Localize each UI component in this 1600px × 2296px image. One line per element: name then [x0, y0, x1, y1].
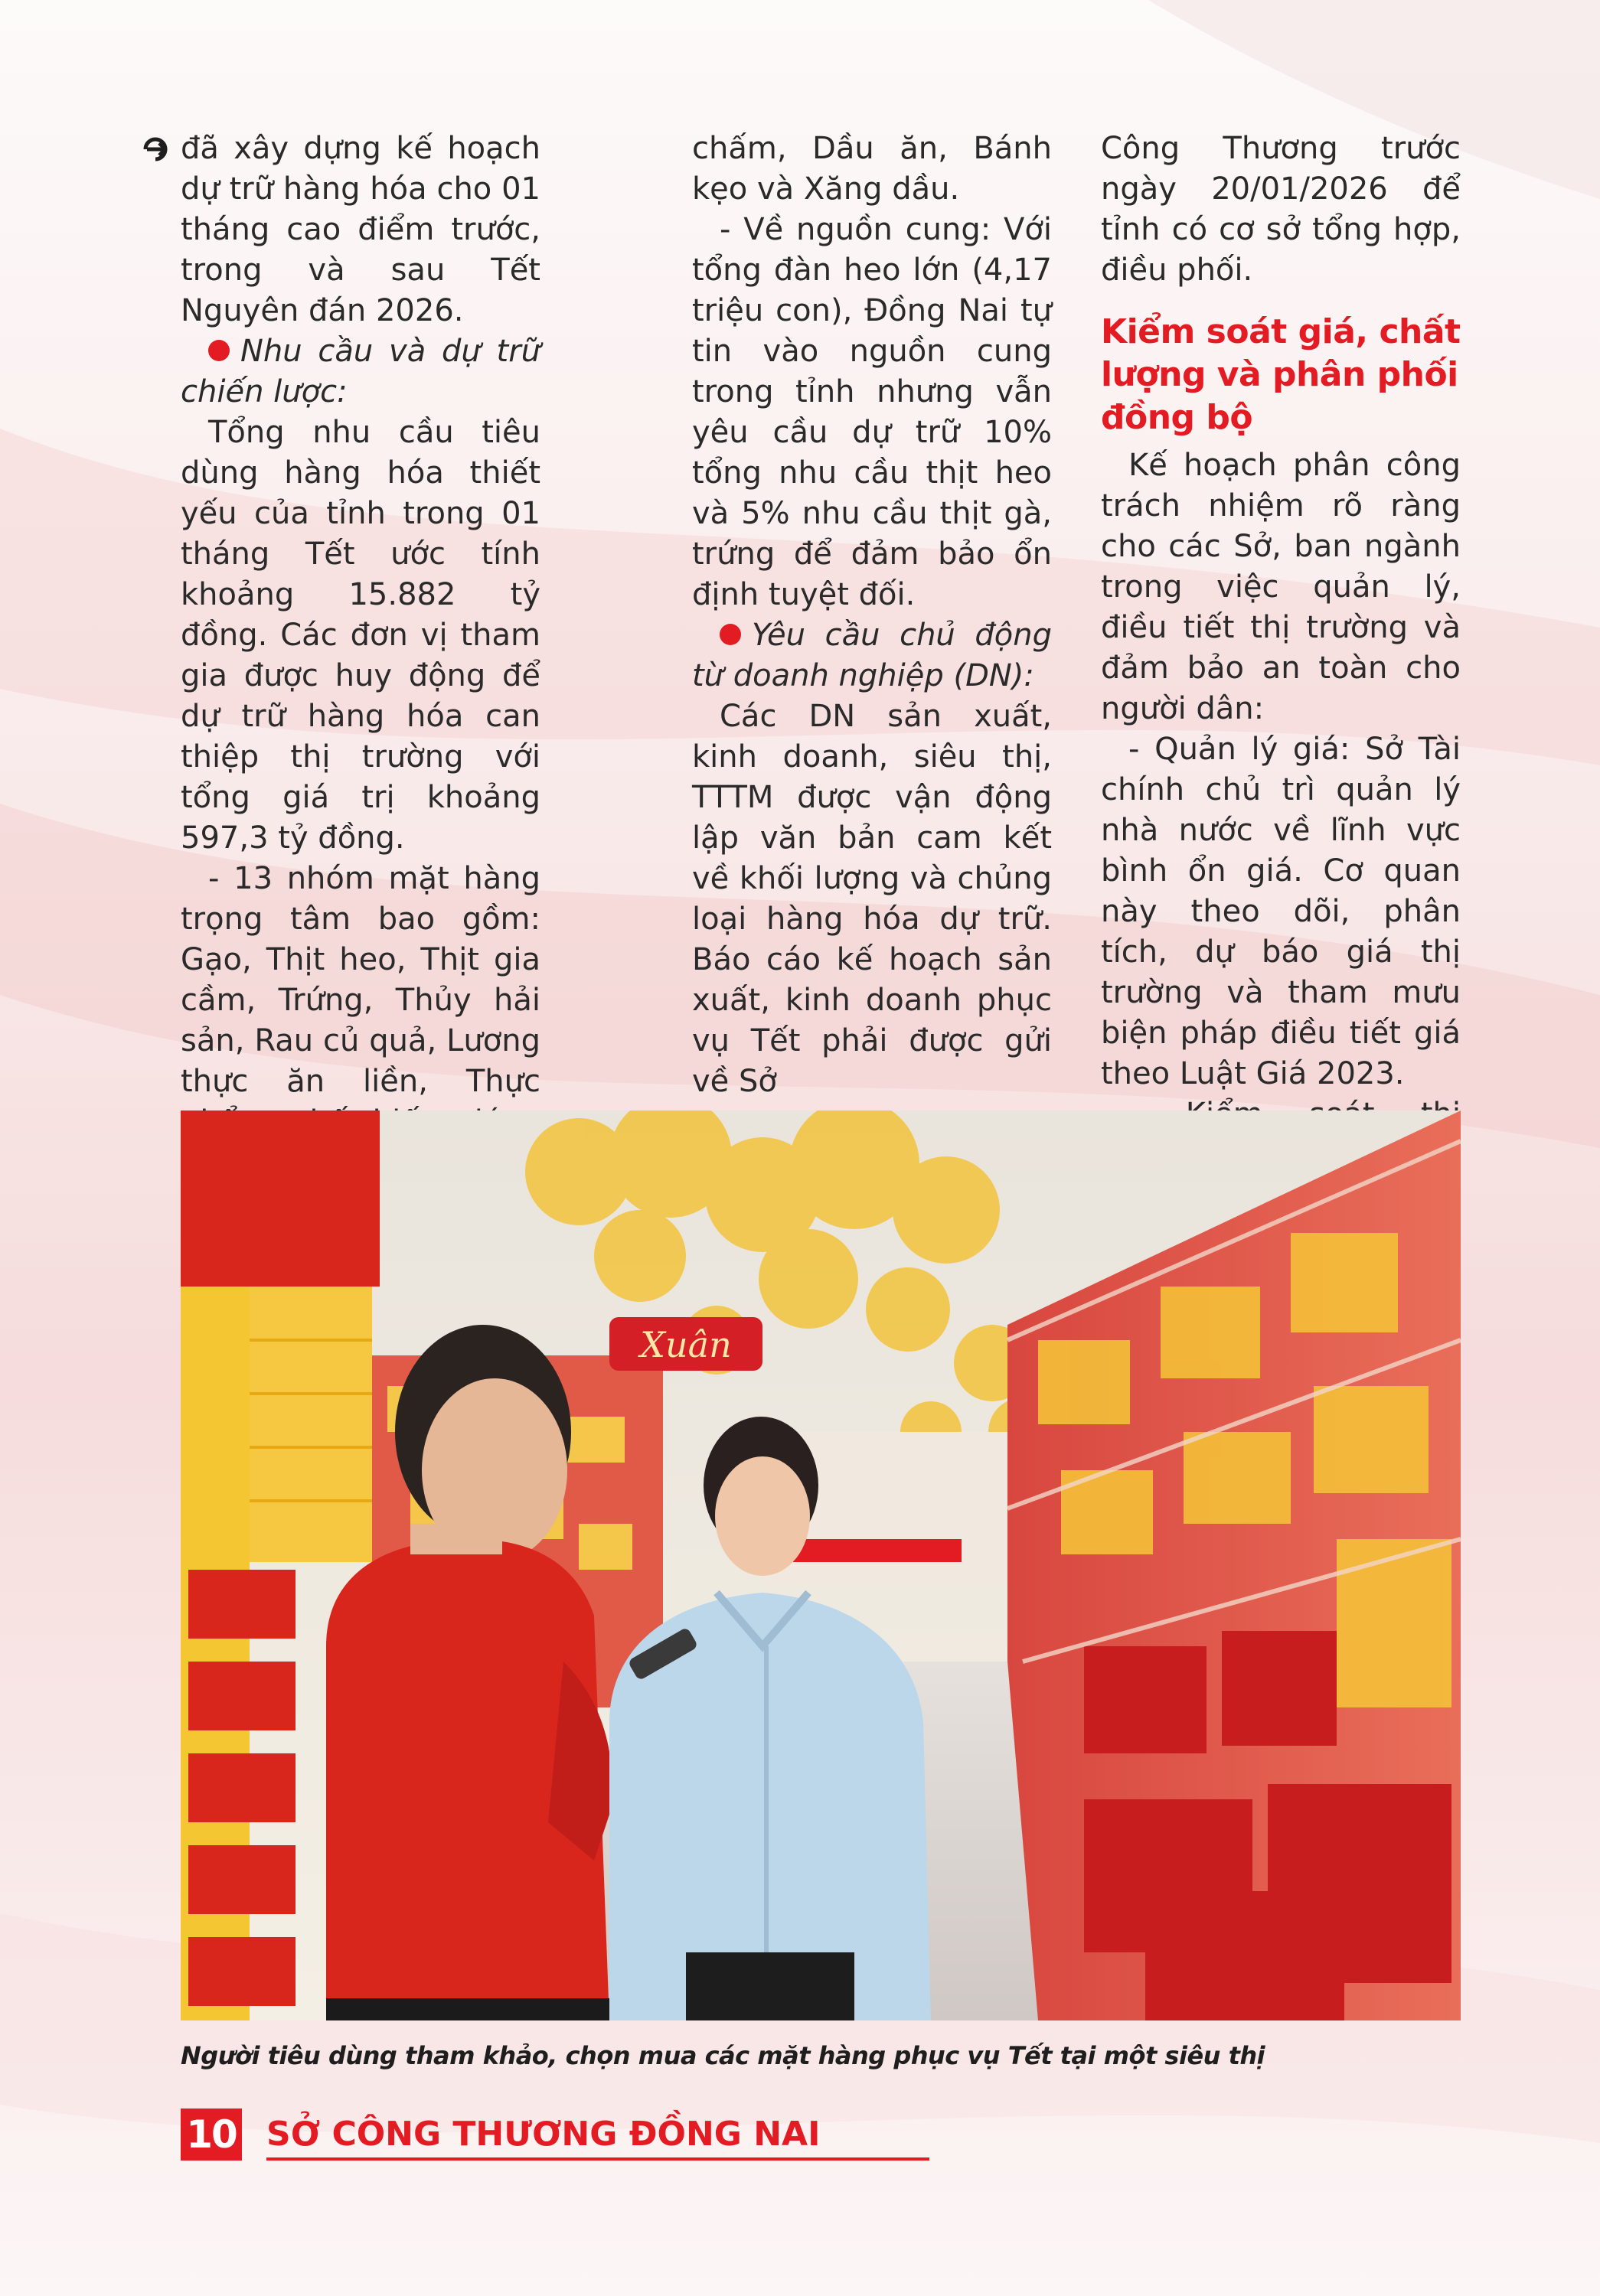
text-column-3	[1101, 129, 1461, 1216]
red-dot-icon	[208, 340, 230, 361]
text-column-2	[692, 129, 1052, 1102]
arrow-right-icon	[142, 136, 171, 162]
bullet-heading: Nhu cầu và dự trữ chiến lược:	[181, 334, 540, 409]
publication-name: SỞ CÔNG THƯƠNG ĐỒNG NAI	[266, 2115, 821, 2154]
section-heading: Kiểm soát giá, chất lượng và phân phối đồng bộ	[1101, 312, 1461, 437]
paragraph: - Quản lý giá: Sở Tài chính chủ trì quản lý nhà nước về lĩnh vực bình ổn giá. Cơ quan này theo dõi, phân tích, dự báo giá thị trường và tham mưu biện pháp điều tiết giá theo Luật Giá 2023.	[1101, 732, 1461, 1091]
banner-text: Xuân	[640, 1324, 732, 1365]
paragraph: - Về nguồn cung: Với tổng đàn heo lớn (4,17 triệu con), Đồng Nai tự tin vào nguồn cung trong tỉnh nhưng vẫn yêu cầu dự trữ 10% tổng nhu cầu thịt heo và 5% nhu cầu thịt gà, trứng để đảm bảo ổn định tuyệt đối.	[692, 212, 1052, 612]
text-column-1	[181, 129, 540, 1183]
paragraph: Các DN sản xuất, kinh doanh, siêu thị, TTTM được vận động lập văn bản cam kết về khối lượng và chủng loại hàng hóa dự trữ. Báo cáo kế hoạch sản xuất, kinh doanh phục vụ Tết phải được gửi về Sở	[692, 699, 1052, 1099]
bullet-heading: Yêu cầu chủ động từ doanh nghiệp (DN):	[692, 618, 1052, 693]
red-dot-icon	[720, 624, 741, 645]
supermarket-photo	[181, 1110, 1461, 2020]
paragraph: đã xây dựng kế hoạch dự trữ hàng hóa cho 01 tháng cao điểm trước, trong và sau Tết Nguyên đán 2026.	[181, 131, 540, 328]
paragraph: Công Thương trước ngày 20/01/2026 để tỉnh có cơ sở tổng hợp, điều phối.	[1101, 131, 1461, 288]
page-number: 10	[181, 2108, 242, 2161]
footer-underline	[266, 2157, 929, 2161]
paragraph: Kế hoạch phân công trách nhiệm rõ ràng cho các Sở, ban ngành trong việc quản lý, điều tiết thị trường và đảm bảo an toàn cho người dân:	[1101, 448, 1461, 726]
paragraph: - 13 nhóm mặt hàng trọng tâm bao gồm: Gạo, Thịt heo, Thịt gia cầm, Trứng, Thủy hải sản, Rau củ quả, Lương thực ăn liền, Thực	[181, 861, 540, 1099]
photo-caption: Người tiêu dùng tham khảo, chọn mua các mặt hàng phục vụ Tết tại một siêu thị	[181, 2041, 1265, 2070]
paragraph: Tổng nhu cầu tiêu dùng hàng hóa thiết yếu của tỉnh trong 01 tháng Tết ước tính khoảng 15.882 tỷ đồng. Các đơn vị tham gia được huy động để dự trữ hàng hóa can thiệp thị trường với tổng giá trị khoảng 597,3 tỷ đồng.	[181, 415, 540, 856]
paragraph: chấm, Dầu ăn, Bánh kẹo và Xăng dầu.	[692, 131, 1052, 207]
